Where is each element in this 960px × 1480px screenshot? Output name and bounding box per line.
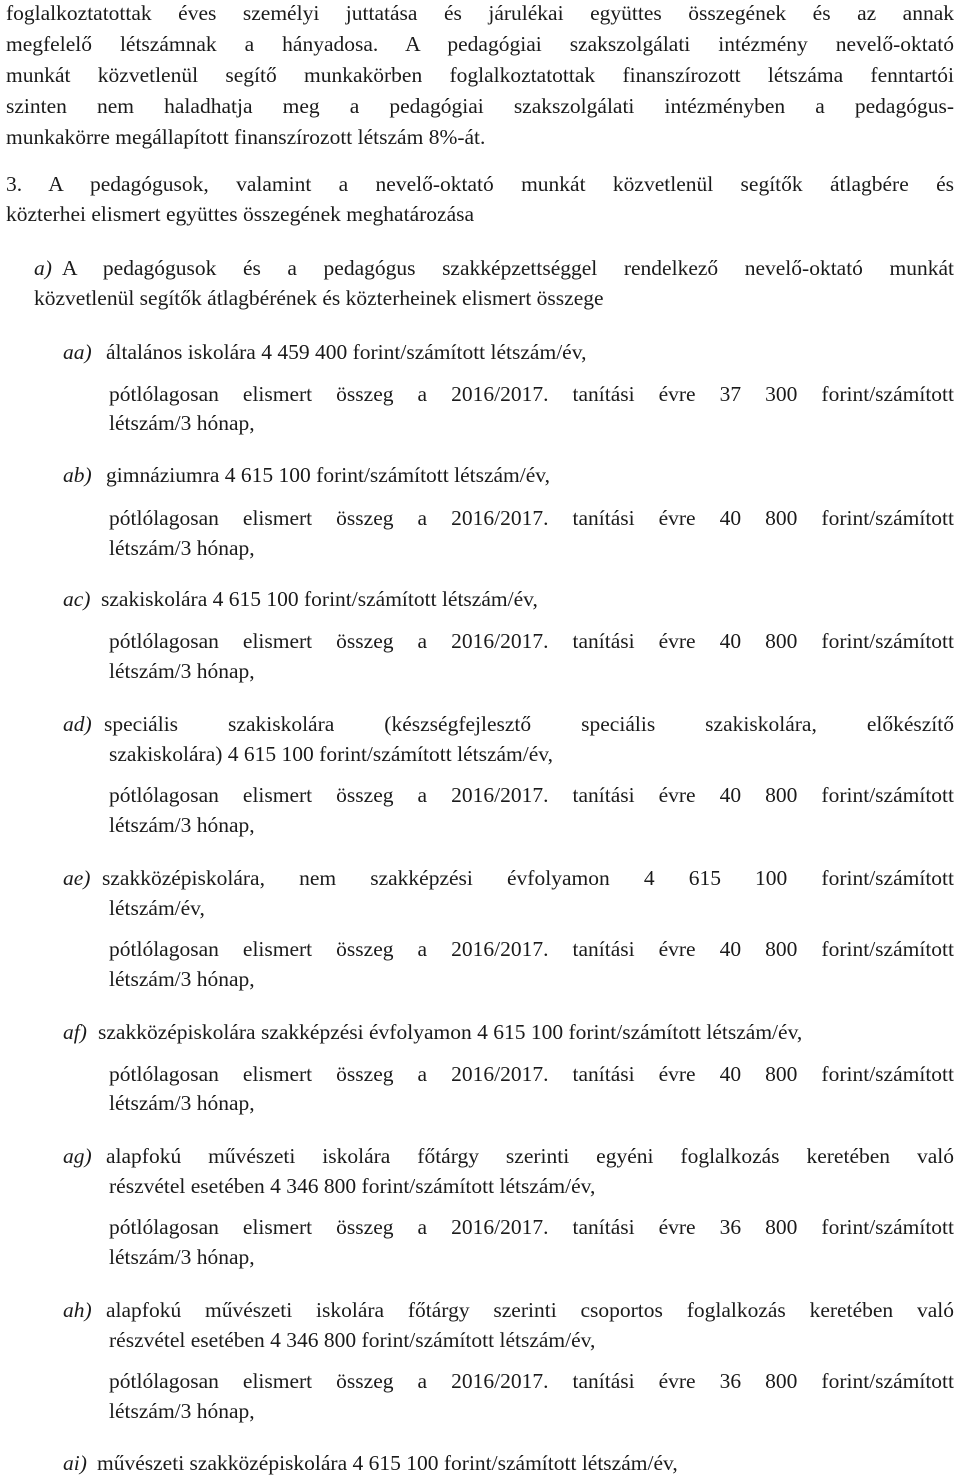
item-ae-main-line-1: szakközépiskolára, nem szakképzési évfolyamon 4 615 100 forint/számított <box>102 866 954 890</box>
item-ad-supplement-line-1: pótlólagosan elismert összeg a 2016/2017. tanítási évre 40 800 forint/számított <box>109 783 954 807</box>
item-ad-marker: ad) <box>63 712 92 736</box>
item-ai-main: művészeti szakközépiskolára 4 615 100 forint/számított létszám/év, <box>97 1451 678 1475</box>
item-ag-marker: ag) <box>63 1144 92 1168</box>
point-a-marker: a) <box>34 256 52 280</box>
intro-line-4: szinten nem haladhatja meg a pedagógiai szakszolgálati intézményben a pedagógus- <box>6 94 954 118</box>
item-ah-marker: ah) <box>63 1298 92 1322</box>
section-3-heading-line-2: közterhei elismert együttes összegének meghatározása <box>6 202 475 226</box>
item-aa-supplement-line-2: létszám/3 hónap, <box>109 411 255 435</box>
item-ab-marker: ab) <box>63 463 92 487</box>
item-ac-supplement-line-1: pótlólagosan elismert összeg a 2016/2017. tanítási évre 40 800 forint/számított <box>109 629 954 653</box>
item-ag-main-line-2: részvétel esetében 4 346 800 forint/számított létszám/év, <box>109 1174 596 1198</box>
item-ac-main: szakiskolára 4 615 100 forint/számított létszám/év, <box>101 587 538 611</box>
item-ae-supplement-line-1: pótlólagosan elismert összeg a 2016/2017. tanítási évre 40 800 forint/számított <box>109 937 954 961</box>
item-ai-marker: ai) <box>63 1451 87 1475</box>
item-ag-supplement-line-1: pótlólagosan elismert összeg a 2016/2017. tanítási évre 36 800 forint/számított <box>109 1215 954 1239</box>
item-ah-main-line-1: alapfokú művészeti iskolára főtárgy szerinti csoportos foglalkozás keretében való <box>106 1298 954 1322</box>
item-af-main: szakközépiskolára szakképzési évfolyamon 4 615 100 forint/számított létszám/év, <box>98 1020 803 1044</box>
item-ac-supplement-line-2: létszám/3 hónap, <box>109 659 255 683</box>
item-aa-marker: aa) <box>63 340 92 364</box>
item-ag-main-line-1: alapfokú művészeti iskolára főtárgy szerinti egyéni foglalkozás keretében való <box>106 1144 954 1168</box>
intro-line-5: munkakörre megállapított finanszírozott létszám 8%-át. <box>6 125 486 149</box>
item-af-marker: af) <box>63 1020 87 1044</box>
point-a-line-2: közvetlenül segítők átlagbérének és közterheinek elismert összege <box>34 286 604 310</box>
intro-line-1: foglalkoztatottak éves személyi juttatása és járulékai együttes összegének és az annak <box>6 1 954 25</box>
point-a-line-1: A pedagógusok és a pedagógus szakképzettséggel rendelkező nevelő-oktató munkát <box>62 256 954 280</box>
item-af-supplement-line-1: pótlólagosan elismert összeg a 2016/2017. tanítási évre 40 800 forint/számított <box>109 1062 954 1086</box>
item-ab-supplement-line-1: pótlólagosan elismert összeg a 2016/2017. tanítási évre 40 800 forint/számított <box>109 506 954 530</box>
item-af-supplement-line-2: létszám/3 hónap, <box>109 1091 255 1115</box>
item-ab-main: gimnáziumra 4 615 100 forint/számított létszám/év, <box>106 463 551 487</box>
item-ah-supplement-line-1: pótlólagosan elismert összeg a 2016/2017. tanítási évre 36 800 forint/számított <box>109 1369 954 1393</box>
section-3-heading-line-1: 3. A pedagógusok, valamint a nevelő-oktató munkát közvetlenül segítők átlagbére és <box>6 172 954 196</box>
item-ae-main-line-2: létszám/év, <box>109 896 205 920</box>
item-ae-marker: ae) <box>63 866 91 890</box>
item-ae-supplement-line-2: létszám/3 hónap, <box>109 967 255 991</box>
item-ad-supplement-line-2: létszám/3 hónap, <box>109 813 255 837</box>
item-ah-main-line-2: részvétel esetében 4 346 800 forint/számított létszám/év, <box>109 1328 596 1352</box>
intro-line-3: munkát közvetlenül segítő munkakörben foglalkoztatottak finanszírozott létszáma fenntartói <box>6 63 954 87</box>
item-aa-main: általános iskolára 4 459 400 forint/számított létszám/év, <box>106 340 587 364</box>
intro-line-2: megfelelő létszámnak a hányadosa. A pedagógiai szakszolgálati intézmény nevelő-oktató <box>6 32 954 56</box>
item-ad-main-line-2: szakiskolára) 4 615 100 forint/számított létszám/év, <box>109 742 554 766</box>
item-ad-main-line-1: speciális szakiskolára (készségfejlesztő speciális szakiskolára, előkészítő <box>104 712 954 736</box>
item-ac-marker: ac) <box>63 587 91 611</box>
item-aa-supplement-line-1: pótlólagosan elismert összeg a 2016/2017. tanítási évre 37 300 forint/számított <box>109 382 954 406</box>
item-ah-supplement-line-2: létszám/3 hónap, <box>109 1399 255 1423</box>
item-ag-supplement-line-2: létszám/3 hónap, <box>109 1245 255 1269</box>
item-ab-supplement-line-2: létszám/3 hónap, <box>109 536 255 560</box>
